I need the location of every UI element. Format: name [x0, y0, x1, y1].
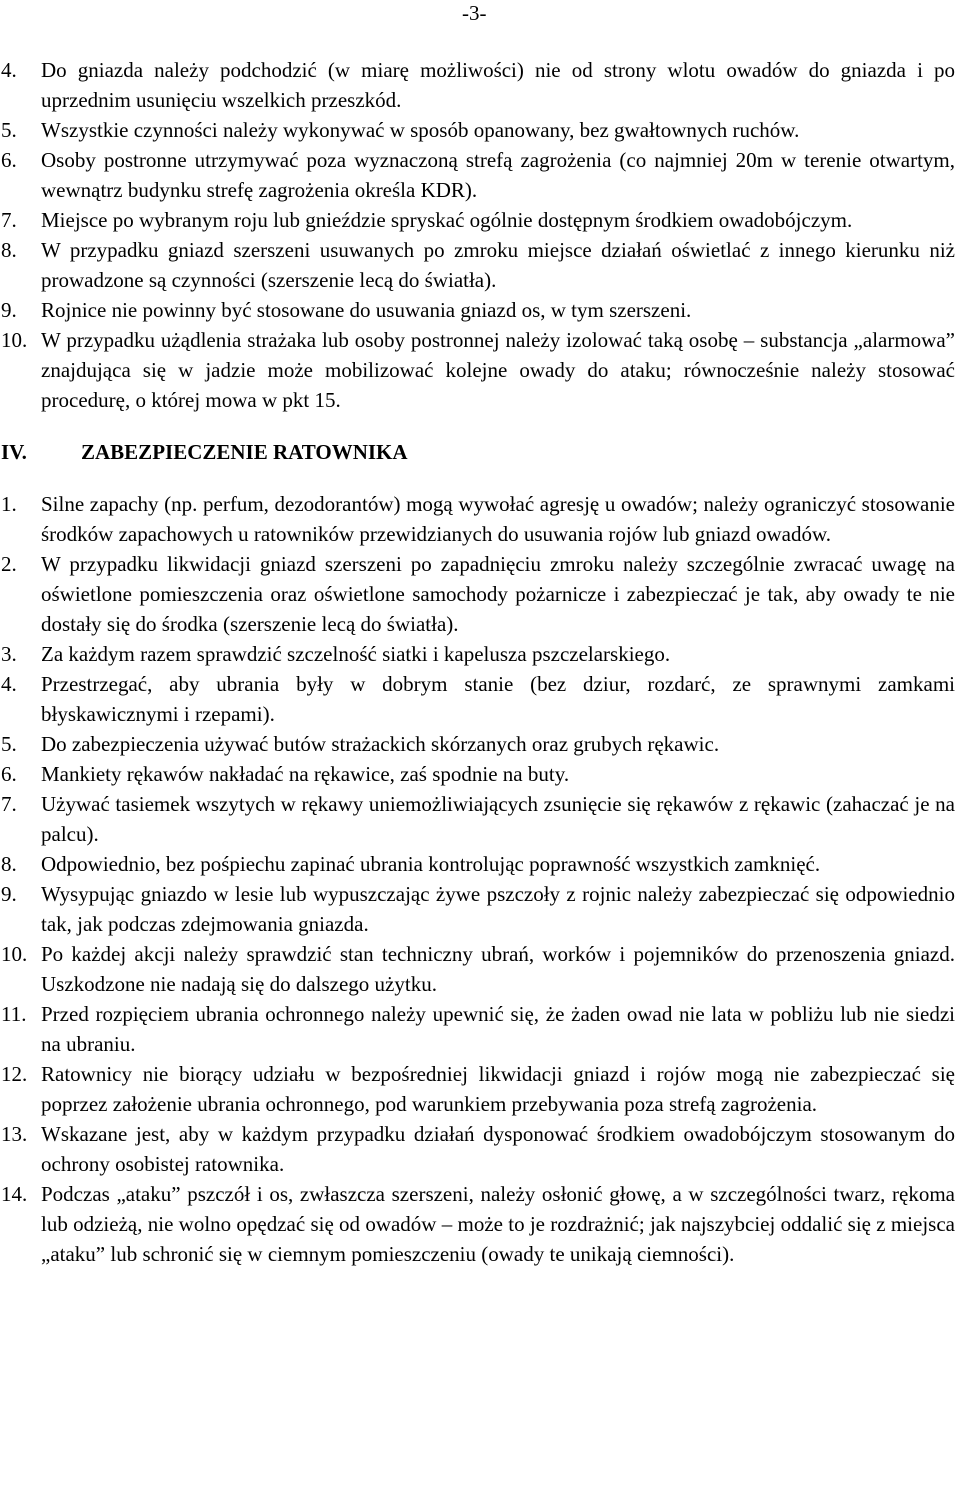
- list-item-text: Miejsce po wybranym roju lub gnieździe spryskać ogólnie dostępnym środkiem owadobójczym.: [41, 208, 853, 232]
- list-item-text: Ratownicy nie biorący udziału w bezpośredniej likwidacji gniazd i rojów mogą nie zabezpieczać się poprzez założenie ubrania ochronnego, pod warunkiem przebywania poza strefą zagrożenia.: [41, 1062, 955, 1116]
- list-item: [0, 549, 960, 639]
- list-item-number: 12.: [1, 1062, 28, 1086]
- list-item-number: 11.: [1, 1002, 27, 1026]
- list-item-number: 5.: [1, 118, 17, 142]
- list-item: [0, 999, 960, 1059]
- list-item: [0, 1179, 960, 1269]
- list-item-number: 9.: [1, 298, 17, 322]
- list-item: [0, 145, 960, 205]
- list-section: [0, 489, 960, 1269]
- list-item: [0, 325, 960, 415]
- list-item-text: Odpowiednio, bez pośpiechu zapinać ubrania kontrolując poprawność wszystkich zamknięć.: [41, 852, 821, 876]
- list-item-text: Do zabezpieczenia używać butów strażackich skórzanych oraz grubych rękawic.: [41, 732, 720, 756]
- list-item-text: W przypadku likwidacji gniazd szerszeni po zapadnięciu zmroku należy szczególnie zwracać uwagę na oświetlone pomieszczenia oraz oświetlone samochody pożarnicze i zabezpieczać je tak, aby owady te nie dostały się do środka (szerszenie lecą do światła).: [41, 552, 955, 636]
- list-item: [0, 759, 960, 789]
- section-heading: [0, 437, 960, 467]
- list-item-text: Do gniazda należy podchodzić (w miarę możliwości) nie od strony wlotu owadów do gniazda i po uprzednim usunięciu wszelkich przeszkód.: [41, 58, 955, 112]
- list-item-text: W przypadku gniazd szerszeni usuwanych po zmroku miejsce działań oświetlać z innego kierunku niż prowadzone są czynności (szerszenie lecą do światła).: [41, 238, 955, 292]
- document-body: [0, 55, 960, 1269]
- list-item: [0, 205, 960, 235]
- list-item-number: 6.: [1, 148, 17, 172]
- list-item-text: Wysypując gniazdo w lesie lub wypuszczając żywe pszczoły z rojnic należy zabezpieczać się odpowiednio tak, jak podczas zdejmowania gniazda.: [41, 882, 955, 936]
- list-item: [0, 235, 960, 295]
- list-item-number: 1.: [1, 492, 17, 516]
- list-item: [0, 789, 960, 849]
- list-item-text: Wskazane jest, aby w każdym przypadku działań dysponować środkiem owadobójczym stosowanym do ochrony osobistej ratownika.: [41, 1122, 955, 1176]
- list-item: [0, 295, 960, 325]
- page-number: -3-: [462, 1, 487, 25]
- list-item-number: 14.: [1, 1182, 28, 1206]
- list-item-text: Rojnice nie powinny być stosowane do usuwania gniazd os, w tym szerszeni.: [41, 298, 692, 322]
- list-item-text: Silne zapachy (np. perfum, dezodorantów) mogą wywołać agresję u owadów; należy ograniczyć stosowanie środków zapachowych u ratowników przewidzianych do usuwania rojów lub gniazd owadów.: [41, 492, 955, 546]
- list-item-number: 7.: [1, 792, 17, 816]
- list-item: [0, 939, 960, 999]
- list-item-number: 13.: [1, 1122, 28, 1146]
- list-item-text: Po każdej akcji należy sprawdzić stan techniczny ubrań, worków i pojemników do przenoszenia gniazd. Uszkodzone nie nadają się do dalszego użytku.: [41, 942, 955, 996]
- list-item-text: Mankiety rękawów nakładać na rękawice, zaś spodnie na buty.: [41, 762, 570, 786]
- list-item-text: Wszystkie czynności należy wykonywać w sposób opanowany, bez gwałtownych ruchów.: [41, 118, 800, 142]
- list-item-number: 4.: [1, 672, 17, 696]
- list-item-text: Używać tasiemek wszytych w rękawy uniemożliwiających zsunięcie się rękawów z rękawic (zahaczać je na palcu).: [41, 792, 955, 846]
- list-item-number: 8.: [1, 238, 17, 262]
- list-item: [0, 729, 960, 759]
- list-item: [0, 55, 960, 115]
- list-item: [0, 489, 960, 549]
- list-item: [0, 1119, 960, 1179]
- list-item: [0, 1059, 960, 1119]
- list-item-text: Podczas „ataku” pszczół i os, zwłaszcza szerszeni, należy osłonić głowę, a w szczególności twarz, rękoma lub odzieżą, nie wolno opędzać się od owadów – może to je rozdrażnić; jak najszybciej oddalić się z miejsca „ataku” lub schronić się w ciemnym pomieszczeniu (owady te unikają ciemności).: [41, 1182, 955, 1266]
- list-top: [0, 55, 960, 415]
- list-item: [0, 879, 960, 939]
- list-item-text: Przed rozpięciem ubrania ochronnego należy upewnić się, że żaden owad nie lata w pobliżu lub nie siedzi na ubraniu.: [41, 1002, 955, 1056]
- list-item-number: 4.: [1, 58, 17, 82]
- list-item: [0, 849, 960, 879]
- list-item: [0, 669, 960, 729]
- list-item-number: 8.: [1, 852, 17, 876]
- list-item-text: Za każdym razem sprawdzić szczelność siatki i kapelusza pszczelarskiego.: [41, 642, 671, 666]
- list-item-number: 7.: [1, 208, 17, 232]
- list-item: [0, 639, 960, 669]
- list-item-number: 5.: [1, 732, 17, 756]
- section-title: ZABEZPIECZENIE RATOWNIKA: [81, 440, 408, 464]
- list-item-number: 6.: [1, 762, 17, 786]
- list-item-number: 9.: [1, 882, 17, 906]
- list-item: [0, 115, 960, 145]
- list-item-number: 10.: [1, 942, 28, 966]
- list-item-number: 3.: [1, 642, 17, 666]
- section-number: IV.: [1, 440, 27, 464]
- list-item-number: 2.: [1, 552, 17, 576]
- list-item-text: Przestrzegać, aby ubrania były w dobrym stanie (bez dziur, rozdarć, ze sprawnymi zamkami błyskawicznymi i rzepami).: [41, 672, 955, 726]
- list-item-number: 10.: [1, 328, 28, 352]
- list-item-text: Osoby postronne utrzymywać poza wyznaczoną strefą zagrożenia (co najmniej 20m w terenie otwartym, wewnątrz budynku strefę zagrożenia określa KDR).: [41, 148, 955, 202]
- list-item-text: W przypadku użądlenia strażaka lub osoby postronnej należy izolować taką osobę – substancja „alarmowa” znajdująca się w jadzie może mobilizować kolejne owady do ataku; równocześnie należy stosować procedurę, o której mowa w pkt 15.: [41, 328, 955, 412]
